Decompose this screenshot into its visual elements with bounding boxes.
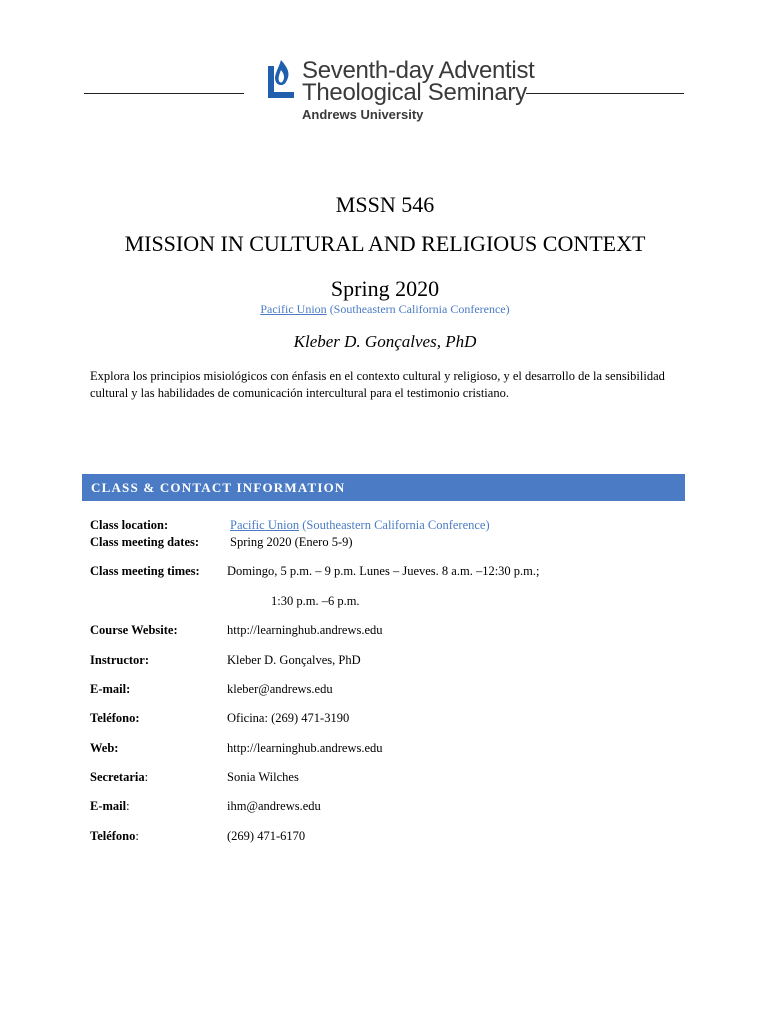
header-rule-left (84, 93, 244, 94)
class-location-label: Class location: (90, 518, 169, 532)
instructor-value: Kleber D. Gonçalves, PhD (227, 653, 361, 667)
email-value[interactable]: kleber@andrews.edu (227, 682, 333, 696)
class-times-label: Class meeting times: (90, 564, 200, 578)
class-dates-label: Class meeting dates: (90, 535, 200, 549)
class-location-value (230, 518, 490, 533)
class-times-value-continued: 1:30 p.m. –6 p.m. (271, 594, 360, 608)
course-location (0, 302, 770, 317)
location-detail: (Southeastern California Conference) (326, 302, 510, 316)
course-instructor: Kleber D. Gonçalves, PhD (293, 332, 477, 351)
secretary-label-text: Secretaria (90, 770, 145, 784)
email2-label-text: E-mail (90, 799, 127, 813)
logo-text-line1: Seventh-day Adventist (302, 57, 535, 84)
instructor-label: Instructor: (90, 653, 150, 667)
course-term: Spring 2020 (330, 276, 440, 301)
course-description: Explora los principios misiológicos con énfasis en el contexto cultural y religioso, y el desarrollo de la sensibilidad cultural y las habilidades de comunicación intercultural para el testimonio cristiano. (90, 369, 665, 400)
phone2-label (90, 829, 139, 844)
secretary-label-colon: : (144, 770, 149, 784)
web-value[interactable]: http://learninghub.andrews.edu (227, 741, 383, 755)
website-label: Course Website: (90, 623, 178, 637)
email-label: E-mail: (90, 682, 131, 696)
class-location-detail: (Southeastern California Conference) (299, 518, 490, 532)
email2-label-colon: : (126, 799, 130, 813)
header-rule-right (526, 93, 684, 94)
phone2-value: (269) 471-6170 (227, 829, 306, 843)
email2-label (90, 799, 130, 814)
class-location-link[interactable]: Pacific Union (230, 518, 300, 532)
secretary-label (90, 770, 148, 785)
email2-value[interactable]: ihm@andrews.edu (227, 799, 321, 813)
secretary-value: Sonia Wilches (227, 770, 299, 784)
logo-text-line3: Andrews University (302, 107, 424, 122)
flame-icon (264, 58, 298, 102)
section-heading: CLASS & CONTACT INFORMATION (91, 480, 346, 495)
phone2-label-colon: : (135, 829, 139, 843)
website-value[interactable]: http://learninghub.andrews.edu (227, 623, 383, 637)
location-link[interactable]: Pacific Union (260, 302, 327, 316)
logo-text-line2: Theological Seminary (302, 79, 527, 106)
course-title: MISSION IN CULTURAL AND RELIGIOUS CONTEXT (124, 231, 646, 256)
phone-label: Teléfono: (90, 711, 140, 725)
web-label: Web: (90, 741, 119, 755)
class-dates-value: Spring 2020 (Enero 5-9) (230, 535, 353, 549)
phone2-label-text: Teléfono (90, 829, 136, 843)
course-code: MSSN 546 (335, 192, 435, 217)
class-times-value: Domingo, 5 p.m. – 9 p.m. Lunes – Jueves. 8 a.m. –12:30 p.m.; (227, 564, 540, 578)
phone-value: Oficina: (269) 471-3190 (227, 711, 350, 725)
section-header-band (82, 474, 685, 501)
